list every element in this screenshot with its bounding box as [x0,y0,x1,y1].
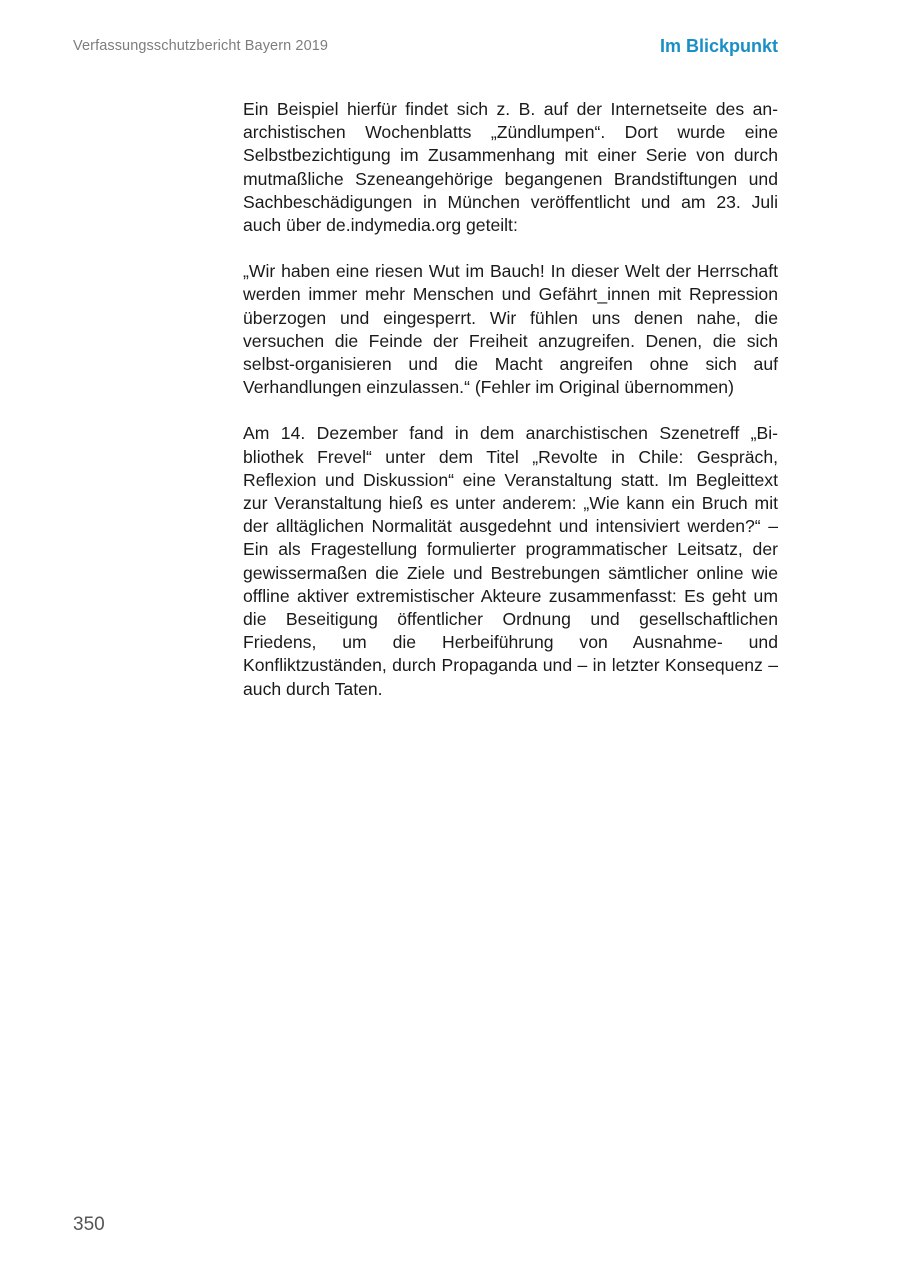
paragraph-quote: „Wir haben eine riesen Wut im Bauch! In dieser Welt der Herrschaft werden immer mehr Menschen und Gefährt_innen mit Repression überzogen und eingesperrt. Wir fühlen uns denen nahe, die versuchen die Feinde der Freiheit anzugreifen. Denen, die sich selbst-organisieren und die Macht angreifen ohne sich auf Verhandlungen einzulassen.“ (Fehler im Original übernommen) [243,261,778,398]
page-number: 350 [73,1214,105,1235]
running-header-title: Verfassungsschutzbericht Bayern 2019 [73,38,329,54]
paragraph-example-intro: Ein Beispiel hierfür findet sich z. B. auf der Internetseite des anarchistischen Wochenblatts „Zündlumpen“. Dort wurde eine Selbstbezichtigung im Zusammenhang mit einer Serie von durch mutmaßliche Szeneangehörige begangenen Brandstiftungen und Sachbeschädigungen in München veröffentlicht und am 23. Juli auch über de.indymedia.org geteilt: [243,99,778,236]
section-label: Im Blickpunkt [659,36,778,56]
body-text [243,98,778,724]
paragraph-event: Am 14. Dezember fand in dem anarchistischen Szenetreff „Bibliothek Frevel“ unter dem Titel „Revolte in Chile: Gespräch, Reflexion und Diskussion“ eine Veranstaltung statt. Im Begleittext zur Veranstaltung hieß es unter anderem: „Wie kann ein Bruch mit der alltäglichen Normalität ausgedehnt und intensiviert werden?“ – Ein als Fragestellung formulierter programmatischer Leitsatz, der gewissermaßen die Ziele und Bestrebungen sämtlicher online wie offline aktiver extremistischer Akteure zusammenfasst: Es geht um die Beseitigung öffentlicher Ordnung und gesellschaftlichen Friedens, um die Herbeiführung von Ausnahme- und Konfliktzuständen, durch Propaganda und – in letzter Konsequenz – auch durch Taten. [243,423,778,699]
